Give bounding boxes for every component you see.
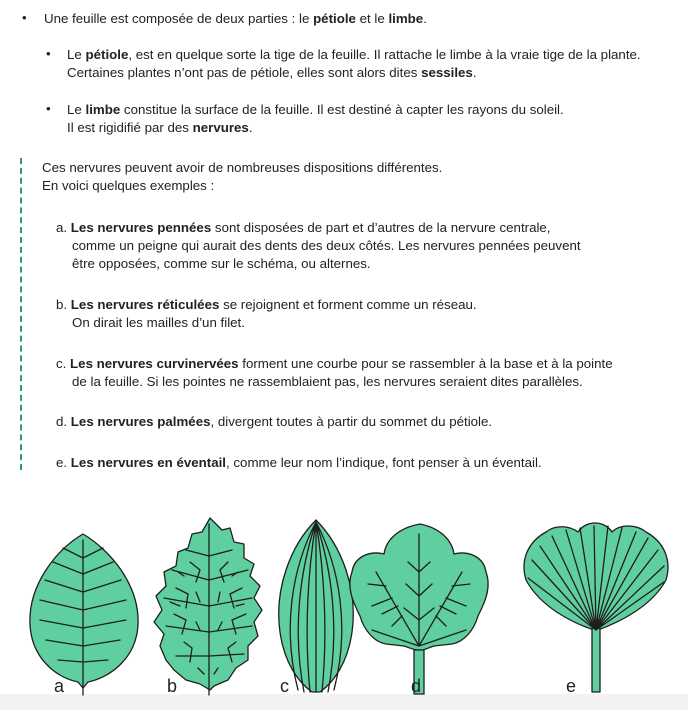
item-d-title: Les nervures palmées [70, 414, 211, 429]
item-c-line-2: de la feuille. Si les pointes ne rassemblaient pas, les nervures seraient dites parallèles. [72, 374, 583, 389]
petiole-text: Le [67, 47, 86, 62]
petiole-text: . [472, 65, 477, 80]
leaf-label-e: e [566, 676, 577, 696]
bullet-dot: • [46, 101, 51, 116]
intro-text: Une feuille est composée de deux parties : le [44, 11, 314, 26]
limbe-text: Il est rigidifié par des [67, 120, 193, 135]
limbe-text: . [248, 120, 253, 135]
petiole-line-1 [67, 46, 641, 64]
intro-line [44, 10, 427, 28]
term-petiole: pétiole [313, 11, 356, 26]
examples-intro-1: Ces nervures peuvent avoir de nombreuses dispositions différentes. [42, 160, 443, 175]
item-text: sont disposées de part et d’autres de la nervure centrale, [211, 220, 551, 235]
item-b-line-1 [56, 296, 477, 314]
leaf-label-c: c [280, 676, 289, 696]
item-b-title: Les nervures réticulées [70, 297, 220, 312]
bullet-dot: • [22, 10, 27, 25]
item-a-line-1 [56, 219, 551, 237]
term-limbe: limbe [388, 11, 424, 26]
leaf-d-palmate [350, 524, 488, 694]
intro-text: . [423, 11, 427, 26]
leaf-a-pinnate [30, 534, 138, 695]
item-text: se rejoignent et forment comme un réseau. [219, 297, 477, 312]
limbe-line-1 [67, 101, 564, 119]
petiole-line-2 [67, 64, 477, 82]
item-text: , divergent toutes à partir du sommet du pétiole. [210, 414, 493, 429]
item-c-title: Les nervures curvinervées [70, 356, 239, 371]
term-nervures: nervures [192, 120, 249, 135]
item-a-title: Les nervures pennées [70, 220, 212, 235]
item-a-line-2: comme un peigne qui aurait des dents des deux côtés. Les nervures pennées peuvent [72, 238, 581, 253]
limbe-line-2 [67, 119, 253, 137]
term-limbe: limbe [85, 102, 121, 117]
item-b-line-2: On dirait les mailles d’un filet. [72, 315, 245, 330]
petiole-text: , est en quelque sorte la tige de la feuille. Il rattache le limbe à la vraie tige de la plante. [128, 47, 641, 62]
leaf-c-curvinerved [279, 520, 354, 692]
leaf-e-fan [524, 523, 668, 692]
item-letter: e. [56, 455, 68, 470]
item-e-title: Les nervures en éventail [70, 455, 227, 470]
leaf-label-d: d [411, 676, 422, 696]
leaf-venation-illustration [0, 510, 688, 700]
item-letter: c. [56, 356, 67, 371]
examples-intro-2: En voici quelques exemples : [42, 178, 215, 193]
leaf-b-reticulate [154, 518, 262, 695]
item-c-line-1 [56, 355, 613, 373]
leaf-label-a: a [54, 676, 65, 696]
leaf-label-b: b [167, 676, 178, 696]
item-letter: b. [56, 297, 68, 312]
limbe-text: constitue la surface de la feuille. Il est destiné à capter les rayons du soleil. [120, 102, 564, 117]
item-a-line-3: être opposées, comme sur le schéma, ou alternes. [72, 256, 371, 271]
dashed-margin-rule [20, 158, 22, 470]
item-text: , comme leur nom l’indique, font penser à un éventail. [226, 455, 542, 470]
term-petiole: pétiole [85, 47, 129, 62]
term-sessiles: sessiles [421, 65, 473, 80]
item-letter: a. [56, 220, 68, 235]
bullet-dot: • [46, 46, 51, 61]
petiole-text: Certaines plantes n’ont pas de pétiole, elles sont alors dites [67, 65, 422, 80]
item-d-line-1 [56, 413, 492, 431]
intro-text: et le [355, 11, 389, 26]
limbe-text: Le [67, 102, 86, 117]
item-letter: d. [56, 414, 68, 429]
item-e-line-1 [56, 454, 542, 472]
item-text: forment une courbe pour se rassembler à la base et à la pointe [238, 356, 613, 371]
